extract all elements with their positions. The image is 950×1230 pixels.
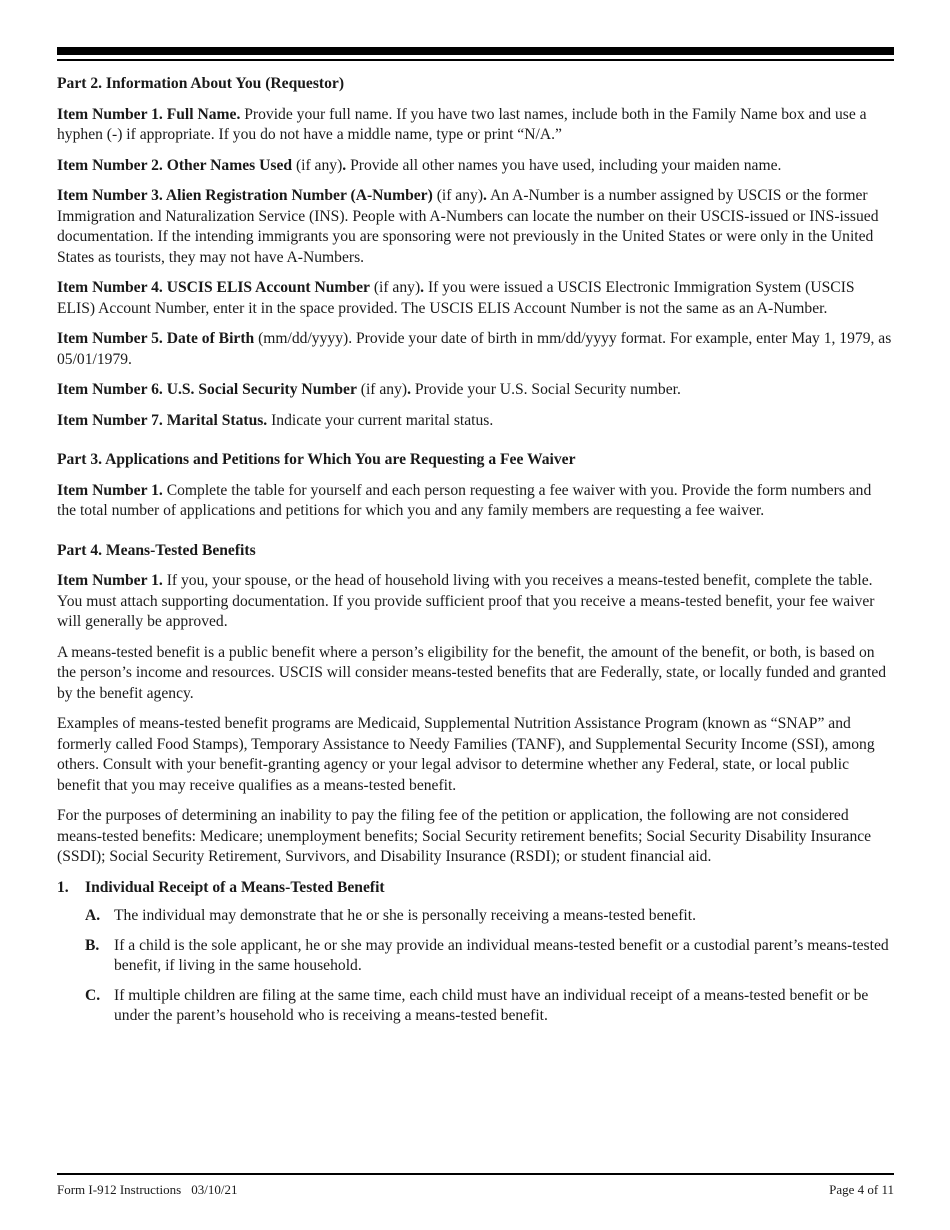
header-rule-thick bbox=[57, 47, 894, 55]
section1-number: 1. bbox=[57, 878, 69, 896]
part4-heading: Part 4. Means-Tested Benefits bbox=[57, 541, 256, 559]
section1-item-a-letter: A. bbox=[85, 907, 101, 924]
part2-item-2: Item Number 2. Other Names Used (if any). Provide all other names you have used, including your maiden name. bbox=[57, 156, 782, 174]
page-content bbox=[57, 74, 894, 1036]
part2-item-3: Item Number 3. Alien Registration Number (A-Number) (if any). An A-Number is a number assigned by USCIS or the former Immigration and Naturalization Service (INS). People with A-Numbers can locate the number on their USCIS-issued or INS-issued documentation. If the intending immigrants you are sponsoring were not previously in the United States or were only in the United States as tourists, they may not have A-Numbers. bbox=[57, 187, 879, 266]
section1-heading bbox=[57, 878, 894, 899]
part4-examples-paragraph: Examples of means-tested benefit programs are Medicaid, Supplemental Nutrition Assistance Program (known as “SNAP” and formerly called Food Stamps), Temporary Assistance to Needy Families (TANF), and Supplemental Security Income (SSI), among others. Consult with your benefit-granting agency or your legal advisor to determine whether any Federal, state, or local public benefit that you may receive qualifies as a means-tested benefit. bbox=[57, 715, 875, 794]
part2-item-7: Item Number 7. Marital Status. Indicate your current marital status. bbox=[57, 411, 494, 429]
part4-not-considered-paragraph: For the purposes of determining an inability to pay the filing fee of the petition or application, the following are not considered means-tested benefits: Medicare; unemployment benefits; Social Security retirement benefits; Social Security Disability Insurance (SSDI); Social Security Retirement, Survivors, and Disability Insurance (RSDI); or student financial aid. bbox=[57, 807, 872, 865]
section1-title: Individual Receipt of a Means-Tested Benefit bbox=[85, 878, 385, 896]
footer-page-number: Page 4 of 11 bbox=[829, 1182, 894, 1197]
part2-item-6: Item Number 6. U.S. Social Security Number (if any). Provide your U.S. Social Security number. bbox=[57, 381, 681, 398]
document-page bbox=[57, 0, 894, 1230]
section1-item-a bbox=[85, 906, 894, 927]
section1-item-b bbox=[85, 936, 894, 977]
section1-item-c bbox=[85, 986, 894, 1027]
part4-item-1: Item Number 1. If you, your spouse, or the head of household living with you receives a means-tested benefit, complete the table. You must attach supporting documentation. If you provide sufficient proof that you receive a means-tested benefit, your fee waiver will generally be approved. bbox=[57, 572, 875, 630]
part4-definition-paragraph: A means-tested benefit is a public benefit where a person’s eligibility for the benefit, the amount of the benefit, or both, is based on the person’s income and resources. USCIS will consider means-tested benefits that are Federally, state, or locally funded and granted by the benefit agency. bbox=[57, 643, 887, 702]
footer-edition-date: 03/10/21 bbox=[191, 1182, 238, 1197]
part2-item-4: Item Number 4. USCIS ELIS Account Number (if any). If you were issued a USCIS Electronic Immigration System (USCIS ELIS) Account Number, enter it in the space provided. The USCIS ELIS Account Number is not the same as an A-Number. bbox=[57, 279, 855, 317]
section1-item-a-text: The individual may demonstrate that he or she is personally receiving a means-tested benefit. bbox=[114, 907, 696, 924]
section1-item-b-letter: B. bbox=[85, 936, 100, 954]
part2-heading: Part 2. Information About You (Requestor) bbox=[57, 75, 345, 92]
section1-item-c-letter: C. bbox=[85, 986, 101, 1004]
footer-form-info bbox=[57, 1182, 237, 1198]
footer-rule bbox=[57, 1173, 894, 1175]
section1-item-b-text: If a child is the sole applicant, he or she may provide an individual means-tested benefit or a custodial parent’s means-tested benefit, if living in the same household. bbox=[114, 936, 889, 974]
footer-form-name: Form I-912 Instructions bbox=[57, 1182, 182, 1197]
part2-item-5: Item Number 5. Date of Birth (mm/dd/yyyy). Provide your date of birth in mm/dd/yyyy format. For example, enter May 1, 1979, as 05/01/1979. bbox=[57, 330, 892, 368]
part3-item-1: Item Number 1. Complete the table for yourself and each person requesting a fee waiver with you. Provide the form numbers and the total number of applications and petitions for which you and any family members are requesting a fee waiver. bbox=[57, 481, 872, 519]
page-footer bbox=[57, 1182, 894, 1198]
section1-item-c-text: If multiple children are filing at the same time, each child must have an individual receipt of a means-tested benefit or be under the parent’s household who is receiving a means-tested benefit. bbox=[114, 986, 869, 1024]
part2-item-1: Item Number 1. Full Name. Provide your full name. If you have two last names, include both in the Family Name box and use a hyphen (-) if appropriate. If you do not have a middle name, type or print “N/A.” bbox=[57, 105, 867, 143]
header-rule-thin bbox=[57, 59, 894, 61]
part3-heading: Part 3. Applications and Petitions for Which You are Requesting a Fee Waiver bbox=[57, 451, 576, 468]
